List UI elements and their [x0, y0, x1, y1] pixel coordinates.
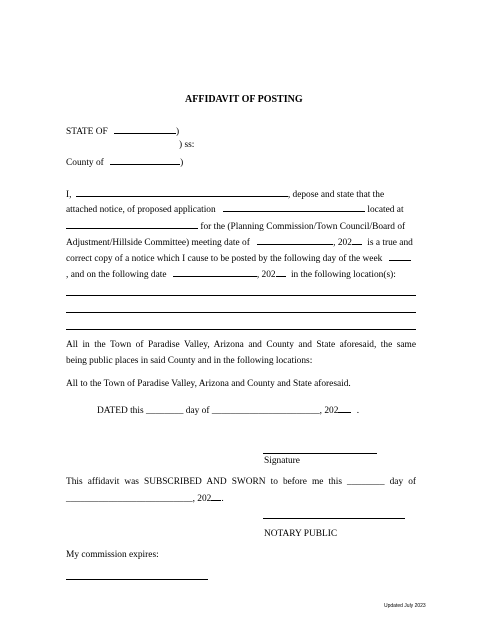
sworn-line2-suffix: .	[221, 494, 224, 504]
attached-text: attached notice, of proposed application	[66, 205, 216, 215]
dated-suffix: .	[356, 406, 360, 416]
dated-line	[97, 404, 359, 416]
sworn-line2-prefix: ___________________________, 202	[66, 494, 212, 504]
location-line-2[interactable]	[66, 312, 416, 313]
location-line-1[interactable]	[66, 295, 416, 296]
page-title: AFFIDAVIT OF POSTING	[185, 94, 303, 105]
county-close-paren: )	[180, 158, 184, 168]
para1-line2	[66, 203, 404, 215]
county-line	[66, 156, 183, 168]
correct-text: correct copy of a notice which I cause to be posted by the following day of the week	[66, 254, 383, 264]
weekday-blank[interactable]	[389, 252, 411, 261]
dated-year-blank[interactable]	[338, 404, 351, 413]
para1-line4	[66, 236, 413, 248]
para1-line6	[66, 268, 396, 280]
following-date-text: , and on the following date	[66, 270, 167, 280]
planning-text: for the (Planning Commission/Town Council/Board of	[200, 222, 406, 232]
location-blank[interactable]	[66, 220, 198, 229]
location-line-3[interactable]	[66, 329, 416, 330]
year-blank-2[interactable]	[276, 268, 286, 277]
para3: All to the Town of Paradise Valley, Arizona and County and State aforesaid.	[66, 379, 351, 389]
meeting-date-blank[interactable]	[257, 236, 333, 245]
county-label: County of	[66, 158, 104, 168]
depose-text: , depose and state that the	[287, 190, 385, 200]
name-blank[interactable]	[76, 188, 288, 197]
application-blank[interactable]	[223, 203, 365, 212]
state-blank[interactable]	[114, 125, 176, 134]
para1-line1	[66, 188, 384, 200]
state-line	[66, 125, 179, 137]
notary-label: NOTARY PUBLIC	[264, 529, 338, 539]
locations-text: in the following location(s):	[290, 270, 396, 280]
para2-line1: All in the Town of Paradise Valley, Arizona and County and State aforesaid, the same	[66, 340, 416, 350]
year-blank[interactable]	[352, 236, 362, 245]
para2-line2: being public places in said County and in the following locations:	[66, 356, 313, 366]
commission-expires-line[interactable]	[66, 579, 208, 580]
dated-prefix: DATED this ________ day of _______________________, 202	[97, 406, 339, 416]
year-text: , 202	[333, 238, 352, 248]
adjustment-text: Adjustment/Hillside Committee) meeting date of	[66, 238, 250, 248]
sworn-year-blank[interactable]	[211, 492, 221, 501]
state-close-paren: )	[176, 127, 180, 137]
signature-label: Signature	[264, 456, 300, 466]
ss-label: ) ss:	[179, 140, 195, 150]
signature-line[interactable]	[263, 453, 377, 454]
commission-label: My commission expires:	[66, 550, 159, 560]
para1-line5	[66, 252, 411, 264]
i-label: I,	[66, 190, 72, 200]
year-text-2: , 202	[256, 270, 276, 280]
county-blank[interactable]	[110, 156, 180, 165]
sworn-line1: This affidavit was SUBSCRIBED AND SWORN to before me this ________ day of	[66, 477, 416, 487]
following-date-blank[interactable]	[173, 268, 257, 277]
located-text: located at	[367, 205, 404, 215]
sworn-line2	[66, 492, 224, 504]
state-label: STATE OF	[66, 127, 108, 137]
notary-signature-line[interactable]	[263, 518, 405, 519]
footer-updated: Updated July 2023	[384, 603, 426, 609]
para1-line3	[66, 220, 405, 232]
true-text: is a true and	[367, 238, 413, 248]
